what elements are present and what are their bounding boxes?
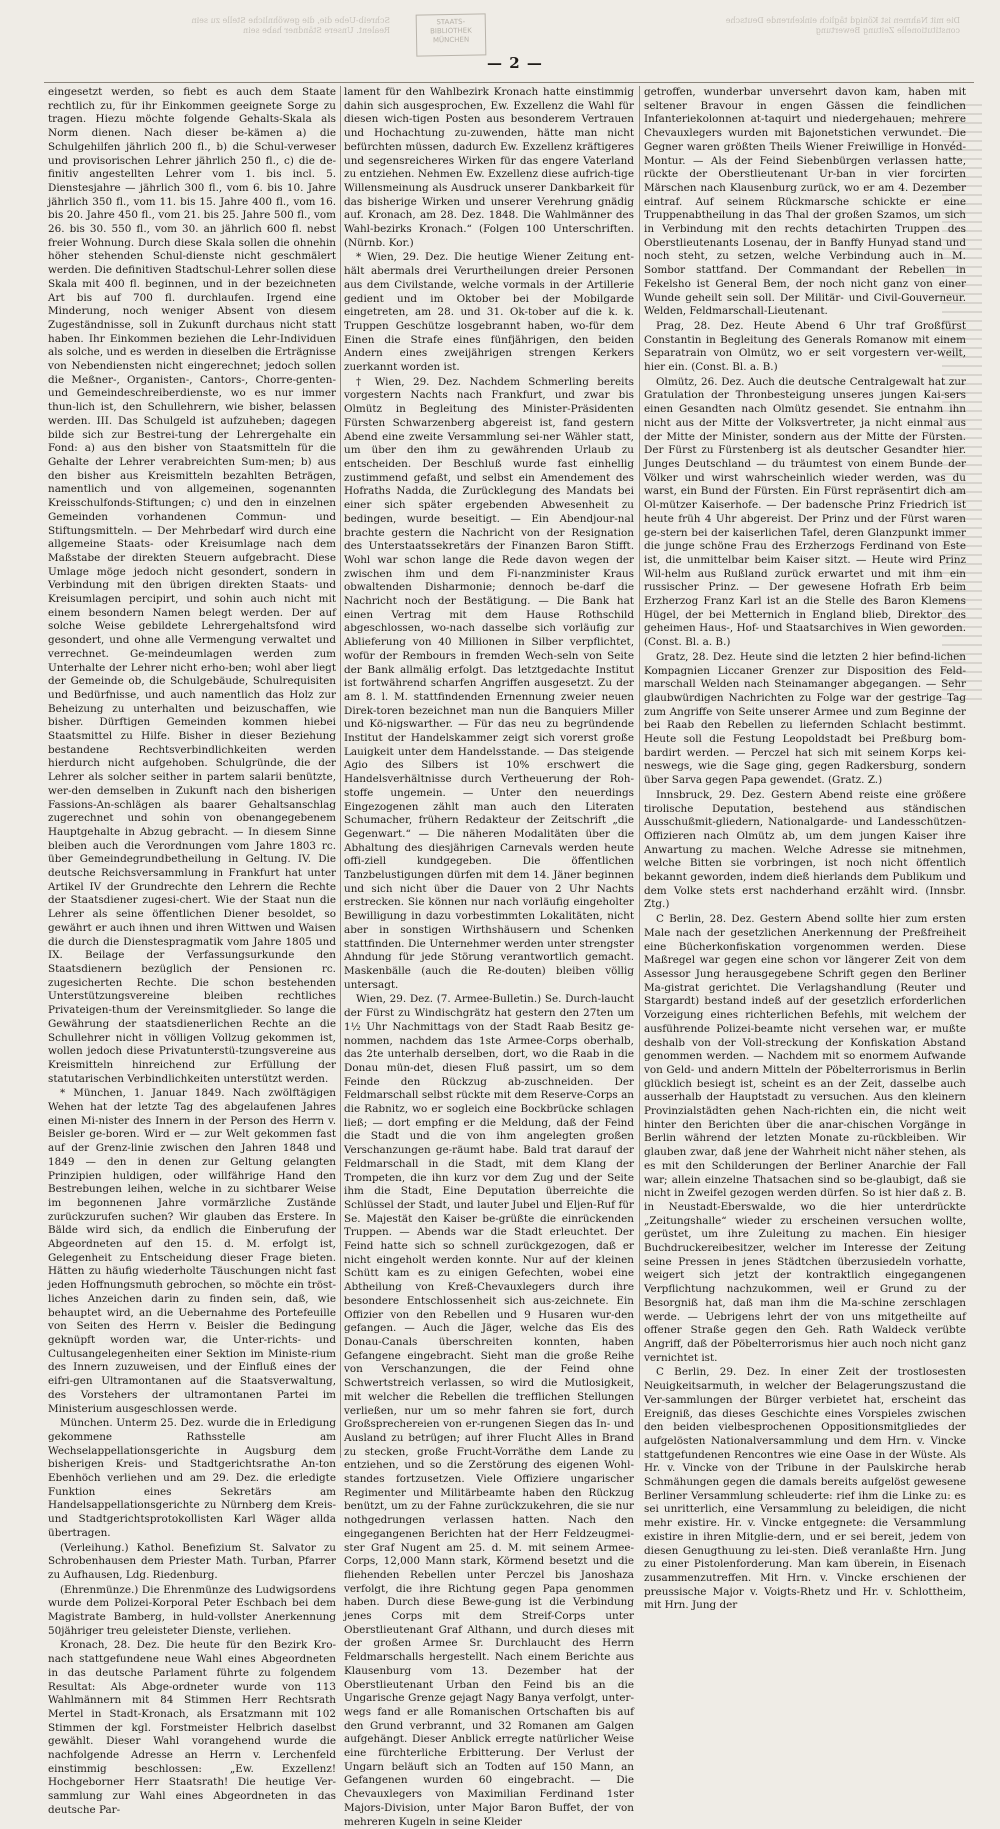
paragraph-wien-verurteilungen: * Wien, 29. Dez. Die heutige Wiener Zeitung ent-hält abermals drei Verurtheilungen dreier Personen aus dem Civilstande, welche vormals in der Artillerie gedient und im Oktober bei der Mobilgarde eingetreten, am 28. und 31. Ok-tober auf die k. k. Truppen Geschütze losgebrannt haben, wo-für dem Einen die Strafe eines fünfjährigen, den beiden Andern eines zweijährigen strengen Kerkers zuerkannt worden ist. [344,251,634,374]
paragraph-berlin-29: C Berlin, 29. Dez. In einer Zeit der trostlosesten Neuigkeitsarmuth, in welcher der Belagerungszustand die Ver-sammlungen der Bürger verbietet hat, erscheint das Ereigniß, das dieses Geschichte eines Vorspieles zwischen den beiden vielbesprochenen Oppositionsmitgliedes der aufgelösten Nationalversammlung und dem Hrn. v. Vincke stattgefundenen Rencontres wie eine Oase in der Wüste. Als Hr. v. Vincke von der Tribune in der Paulskirche herab Schmähungen gegen die damals bereits aufgelöst gewesene Berliner Versammlung schleuderte: rief ihm die Linke zu: es sei unritterlich, eine Versammlung zu beleidigen, die nicht mehr existire. Hr. v. Vincke entgegnete: die Versammlung existire in ihren Mitglie-dern, und er sei bereit, jedem von diesen Genugthuung zu lei-sten. Dieß veranlaßte Hrn. Jung zu einer Pistolenforderung. Man kam überein, in Eisenach zusammenzutreffen. Mit Hrn. v. Vincke erschienen der preussische Major v. Voigts-Rhetz und Hr. v. Schlottheim, mit Hrn. Jung der [644,1366,966,1612]
paragraph-bulletin-continued: getroffen, wunderbar unversehrt davon kam, haben mit seltener Bravour in engen Gässen die feindlichen Infanteriekolonnen at-taquirt und niedergehauen; mehrere Chevauxlegers wurden mit Bajonetstichen verwundet. Die Gegner waren größten Theils Wiener Freiwillige in Honvéd-Montur. — Als der Feind Siebenbürgen verlassen hatte, rückte der Oberstlieutenant Ur-ban in vier forcirten Märschen nach Klausenburg zurück, wo er am 4. Dezember eintraf. Auf seinem Rückmarsche schickte er eine Truppenabtheilung in das Thal der großen Szamos, um sich in Verbindung mit den rechts detachirten Truppen des Oberstlieutenants Losenau, der in Banffy Hunyad stand und noch steht, zu setzen, welche Verbindung auch in M. Sombor stattfand. Der Commandant der Rebellen in Fekelsho ist General Bem, der noch nicht ganz von einer Wunde geheilt sein soll. Der Militär- und Civil-Gouverneur. Welden, Feldmarschall-Lieutenant. [644,86,966,318]
stamp-line: BIBLIOTHEK [430,26,472,36]
library-stamp [416,13,487,56]
paragraph-muenchen-appointments: München. Unterm 25. Dez. wurde die in Erledigung gekommene Rathsstelle am Wechselappellationsgerichte in Augsburg dem bisherigen Kreis- und Stadtgerichtsrathe An-ton Ebenhöch verliehen und am 29. Dez. die erledigte Funktion eines Sekretärs am Handelsappellationsgerichte zu Nürnberg dem Kreis- und Stadtgerichtsprotokollisten Karl Wäger allda übertragen. [48,1417,336,1539]
paragraph-wien-armee-bulletin: Wien, 29. Dez. (7. Armee-Bulletin.) Se. Durch-laucht der Fürst zu Windischgrätz hat gestern den 27ten um 1½ Uhr Nachmittags von der Stadt Raab Besitz ge-nommen, nachdem das 1ste Armee-Corps oberhalb, das 2te unterhalb derselben, dort, wo die Raab in die Donau mün-det, diesen Fluß passirt, um so dem Feinde den Rückzug ab-zuschneiden. Der Feldmarschall selbst rückte mit dem Reserve-Corps an die Rabnitz, wo er sogleich eine Bockbrücke schlagen ließ; — dort empfing er die Meldung, daß der Feind die Stadt und die von ihm angelegten großen Verschanzungen ge-räumt habe. Bald trat darauf der Feldmarschall in die Stadt, mit dem Klang der Trompeten, die ihn kurz vor dem Zug und der Seite ihm die Stadt, Eine Deputation überreichte die Schlüssel der Stadt, und lauter Jubel und Eljen-Ruf für Se. Majestät den Kaiser be-grüßte die einrückenden Truppen. — Abends war die Stadt erleuchtet. Der Feind hatte sich so schnell zurückgezogen, daß er nicht eingeholt werden konnte. Nur auf der kleinen Schütt kam es zu einigen Gefechten, wobei eine Abtheilung von Kreß-Chevauxlegers durch ihre besondere Entschlossenheit sich aus-zeichnete. Ein Offizier von den Rebellen und 9 Husaren wur-den gefangen. — Auch die Jäger, welche das Eis des Donau-Canals überschreiten konnten, haben Gefangene eingebracht. Sieht man die große Reihe von Verschanzungen, die der Feind ohne Schwertstreich verlassen, so wird die Mutlosigkeit, mit welcher die Rebellen die trefflichen Stellungen verließen, nur um so mehr fahren sie fort, durch Großsprechereien von er-rungenen Siegen das In- und Ausland zu betrügen; auf ihrer Flucht Alles in Brand zu stecken, große Frucht-Vorräthe dem Lande zu entziehen, und so die Zerstörung des eigenen Wohl-standes fortzusetzen. Viele Offiziere ungarischer Regimenter und Militärbeamte haben den Rückzug benützt, um zu der Fahne zurückzukehren, die sie nur nothgedrungen verlassen hatten. Nach den eingegangenen Berichten hat der Herr Feldzeugmei-ster Graf Nugent am 25. d. M. mit seinem Armee-Corps, 12,000 Mann stark, Körmend besetzt und die fliehenden Rebellen unter Perczel bis Janoshaza verfolgt, die ihre Richtung gegen Papa genommen haben. Durch diese Bewe-gung ist die Verbindung jenes Corps mit dem Streif-Corps unter Oberstlieutenant Graf Althann, und durch dieses mit der großen Armee Sr. Durchlaucht des Herrn Feldmarschalls hergestellt. Nach einem Berichte aus Klausenburg vom 13. Dezember hat der Oberstlieutenant Urban den Feind bis an die Ungarische Grenze gejagt Nagy Banya verfolgt, unter-wegs fand er alle Romanischen Ortschaften bis auf den Grund verbrannt, und 32 Romanen am Galgen aufgehängt. Dieser Anblick erregte natürlicher Weise eine fürchterliche Erbitterung. Der Verlust der Ungarn beläuft sich an Todten auf 150 Mann, an Gefangenen wurden 60 eingebracht. — Die Chevauxlegers von Maximilian Ferdinand 1ster Majors-Division, unter Major Baron Buffet, der von mehreren Kugeln in seine Kleider [344,993,634,1828]
paragraph-teacher-salaries: eingesetzt werden, so fiebt es auch dem Staate rechtlich zu, für ihr Einkommen geeignete Sorge zu tragen. Hiezu möchte folgende Gehalts-Skala als Norm dienen. Nach dieser be-kämen a) die Schulgehilfen jährlich 200 fl., b) die Schul-verweser und provisorischen Lehrer jährlich 250 fl., c) die de-finitiv angestellten Lehrer vom 1. bis incl. 5. Dienstesjahre — jährlich 300 fl., vom 6. bis 10. Jahre jährlich 350 fl., vom 11. bis 15. Jahre 400 fl., vom 16. bis 20. Jahre 450 fl., vom 21. bis 25. Jahre 500 fl., vom 26. bis 30. 550 fl., vom 30. an jährlich 600 fl. nebst freier Wohnung. Durch diese Skala sollen die ohnehin höher stehenden Schul-dienste nicht geschmälert werden. Die definitiven Stadtschul-Lehrer sollen diese Skala mit 400 fl. beginnen, und in der bezeichneten Art bis auf 700 fl. durchlaufen. Irgend eine Minderung, noch weniger Absent von diesem Zugeständnisse, soll in Zukunft durchaus nicht statt haben. Ihr Einkommen beziehen die Lehr-Individuen als solche, und es werden in dieselben die Erträgnisse von Nebendiensten nicht eingerechnet; jedoch sollen die Meßner-, Organisten-, Cantors-, Chorre-genten- und Gemeindeschreiberdienste, wo es nur immer thun-lich ist, den Schullehrern, wie bisher, belassen werden. III. Das Schulgeld ist aufzuheben; dagegen bilde sich zur Bestrei-tung der Lehrergehalte ein Fond: a) aus den bisher von Staatsmitteln für die Gehalte der Lehrer verabreichten Sum-men; b) aus den bisher aus Kreismitteln bezahlten Beträgen, namentlich und von allgemeinen, sogenannten Kreisschulfonds-Stiftungen; c) und den in einzelnen Gemeinden vorhandenen Commun- und Stiftungsmitteln. — Der Mehrbedarf wird durch eine allgemeine Staats- oder Kreisumlage nach dem Maßstabe der direkten Steuern aufgebracht. Diese Umlage möge jedoch nicht gesondert, sondern in Verbindung mit den übrigen direkten Staats- und Kreisumlagen percipirt, und sohin auch nicht mit einem besondern Namen belegt werden. Der auf solche Weise gebildete Lehrergehaltsfond wird gesondert, und ohne alle Vermengung verwaltet und verrechnet. Ge-meindeumlagen werden zum Unterhalte der Lehrer nicht erho-ben; wohl aber liegt der Gemeinde ob, die Schulgebäude, Schulrequisiten und Bedürfnisse, und auch namentlich das Holz zur Beheizung zu unterhalten und beizuschaffen, wie bisher. Dürftigen Gemeinden kommen hiebei Staatsmittel zu Hilfe. Bisher in dieser Beziehung bestandene Rechtsverbindlichkeiten werden hierdurch nicht aufgehoben. Schulgründe, die der Lehrer als solcher seither in partem salarii benützte, wer-den demselben in Zukunft nach den bisherigen Fassions-An-schlägen als baarer Gehaltsanschlag zugerechnet und sohin von obenangegebenem Hauptgehalte in Abzug gebracht. — In diesem Sinne bleiben auch die Verordnungen vom Jahre 1803 rc. über Gemeindegrundbetheilung in Geltung. IV. Die deutsche Reichsversammlung in Frankfurt hat unter Artikel IV der Grundrechte den Lehrern die Rechte der Staatsdiener zugesi-chert. Wie der Staat nun die Lehrer als seine öffentlichen Diener besoldet, so gewährt er auch ihnen und ihren Wittwen und Waisen die durch die Dienstespragmatik vom Jahre 1805 und IX. Beilage der Verfassungsurkunde den Staatsdienern bezüglich der Pensionen rc. zugesicherten Rechte. Die schon bestehenden Unterstützungsvereine bleiben rechtliches Privateigen-thum der Vereinsmitglieder. So lange die Gewährung der staatsdienerlichen Rechte an die Schullehrer nicht in völligen Vollzug gekommen ist, wollen jedoch diese Privatunterstü-tzungsvereine aus Kreismitteln hinreichend zur Erfüllung der statutarischen Verbindlichkeiten unterstützt werden. [48,86,336,1085]
page-number: — 2 — [487,54,543,72]
paragraph-verleihung: (Verleihung.) Kathol. Benefizium St. Salvator zu Schrobenhausen dem Priester Math. Turban, Pfarrer zu Aufhausen, Ldg. Riedenburg. [48,1541,336,1581]
stamp-line: MÜNCHEN [432,35,470,45]
column-3 [644,86,966,1612]
paragraph-innsbruck: Innsbruck, 29. Dez. Gestern Abend reiste eine größere tirolische Deputation, bestehend aus ständischen Ausschußmit-gliedern, Nationalgarde- und Landesschützen-Offizieren nach Olmütz ab, um dem jungen Kaiser ihre Anwartung zu machen. Welche Adresse sie mitnehmen, welche Bitten sie vorbringen, ist noch nicht öffentlich bekannt geworden, indem dieß hierlands dem Publikum und dem Volke stets erst nachderhand erzählt wird. (Innsbr. Ztg.) [644,788,966,911]
bleed-through-text-right: Die mit Nahmen ist Königd täglich einkehrende Deutsche constitutionelle Zeitung Bewertung [725,16,960,35]
paragraph-olmuetz: Olmütz, 26. Dez. Auch die deutsche Centralgewalt hat zur Gratulation der Thronbesteigung unseres jungen Kai-sers einen Gesandten nach Olmütz gesendet. Sie entnahm ihn nicht aus der Mitte der Volksvertreter, ja nicht einmal aus der Mitte der Minister, sondern aus der Mitte der Fürsten. Der Fürst zu Fürstenberg ist als deutscher Gesandter hier. Junges Deutschland — du träumtest von einem Bunde der Völker und wirst wahrscheinlich wieder werden, was du warst, ein Bund der Fürsten. Ein Fürst repräsentirt dich am Ol-mützer Kaiserhofe. — Der badensche Prinz Friedrich ist heute früh 4 Uhr abgereist. Der Prinz und der Fürst waren ge-stern bei der kaiserlichen Tafel, deren Glanzpunkt immer die junge schöne Frau des Erzherzogs Ferdinand von Este ist, die unmittelbar beim Kaiser sitzt. — Heute wird Prinz Wil-helm aus Rußland zurück erwartet und mit ihm ein russischer Prinz. — Der gewesene Hofrath Erb beim Erzherzog Franz Karl ist an die Stelle des Baron Klemens Hügel, der bei Metternich in England blieb, Direktor des geheimen Haus-, Hof- und Staatsarchives in Wien geworden. (Const. Bl. a. B.) [644,375,966,649]
paragraph-kronach-continued: lament für den Wahlbezirk Kronach hatte einstimmig dahin sich ausgesprochen, Ew. Exzellenz die Wahl für diesen wich-tigen Posten aus besonderem Vertrauen und Hochachtung zu-zuwenden, hätte man nicht befürchten müssen, dadurch Ew. Exzellenz kräftigeres und segensreicheres Wirken für das engere Vaterland zu entziehen. Nehmen Ew. Exzellenz diese aufrich-tige Willensmeinung als Ausdruck unserer Dankbarkeit für das bisherige Wirken und unserer Verehrung gnädig auf. Kronach, am 28. Dez. 1848. Die Wahlmänner des Wahl-bezirks Kronach.“ (Folgen 100 Unterschriften. (Nürnb. Kor.) [344,86,634,249]
paragraph-prag: Prag, 28. Dez. Heute Abend 6 Uhr traf Großfürst Constantin in Begleitung des Generals Romanow mit einem Separatrain von Olmütz, wo er seit vorgestern ver-weilt, hier ein. (Const. Bl. a. B.) [644,319,966,374]
column-1 [48,86,336,1816]
column-divider [340,86,341,1458]
paragraph-kronach: Kronach, 28. Dez. Die heute für den Bezirk Kro-nach stattgefundene neue Wahl eines Abgeordneten in das deutsche Parlament führte zu folgendem Resultat: Als Abge-ordneter wurde von 113 Wahlmännern mit 84 Stimmen Herr Rechtsrath Mertel in Stadt-Kronach, als Ersatzmann mit 102 Stimmen der kgl. Forstmeister Helbrich daselbst gewählt. Dieser Wahl vorangehend wurde die nachfolgende Adresse an Herrn v. Lerchenfeld einstimmig beschlossen: „Ew. Exzellenz! Hochgeborner Herr Staatsrath! Die heutige Ver-sammlung zur Wahl eines Abgeordneten in das deutsche Par- [48,1639,336,1816]
paragraph-berlin-28: C Berlin, 28. Dez. Gestern Abend sollte hier zum ersten Male nach der gesetzlichen Anerkennung der Preßfreiheit eine Bücherkonfiskation vorgenommen werden. Diese Maßregel war gegen eine schon vor längerer Zeit von dem Assessor Jung herausgegebene Schrift gegen den Berliner Ma-gistrat gerichtet. Die Verlagshandlung (Reuter und Stargardt) bestand indeß auf der gesetzlich erforderlichen Vorzeigung eines richterlichen Befehls, mit welchem der ausführende Polizei-beamte nicht versehen war, er mußte deshalb von der Voll-streckung der Konfiskation Abstand genommen werden. — Nachdem mit so enormem Aufwande von Geld- und andern Mitteln der Pöbelterrorismus in Berlin glücklich besiegt ist, scheint es an der Zeit, dasselbe auch ausserhalb der Hauptstadt zu versuchen. Aus den kleinern Provinzialstädten gehen Nach-richten ein, die nicht weit hinter den Berichten über die anar-chischen Vorgänge in Berlin während der letzten Monate zu-rückbleiben. Wir glauben zwar, daß jene der Wahrheit nicht näher stehen, als es mit den Schilderungen der Berliner Anarchie der Fall war; allein einzelne Thatsachen sind so be-glaubigt, daß sie nicht in Zweifel gezogen werden dürfen. So ist hier daß z. B. in Neustadt-Eberswalde, wo die hier unterdrückte „Zeitungshalle“ wieder zu erscheinen versuchen wollte, gerüstet, um ihre Zuleitung zu machen. Ein hiesiger Buchdruckereibesitzer, welcher im Interesse der Zeitung seine Pressen in jenes Städtchen überzusiedeln vorhatte, weigert sich jetzt der kontraktlich eingegangenen Verpflichtung nachzukommen, weil er Grund zu der Besorgniß hat, daß man ihm die Ma-schine zerschlagen werde. — Uebrigens lehrt der von uns mitgetheilte auf offener Straße gegen den Geh. Rath Waldeck verübte Angriff, daß der Pöbelterrorismus hier auch noch nicht ganz vernichtet ist. [644,913,966,1364]
column-2 [344,86,634,1828]
header-rule [44,82,974,83]
paragraph-wien-schmerling: † Wien, 29. Dez. Nachdem Schmerling bereits vorgestern Nachts nach Frankfurt, und zwar bis Olmütz in Begleitung des Minister-Präsidenten Fürsten Schwarzenberg abgereist ist, fand gestern Abend eine zweite Versammlung sei-ner Wähler statt, um über den ihm zu gewährenden Urlaub zu entscheiden. Der Beschluß wurde fast einhellig zustimmend gefaßt, und selbst ein Amendement des Hofraths Nadda, die Zurücklegung des Mandats bei einer sich später ergebenden Abwesenheit zu bedingen, wurde beseitigt. — Ein Abendjour-nal brachte gestern die Nachricht von der Resignation des Unterstaatssekretärs der Finanzen Baron Stifft. Wohl war schon lange die Rede davon wegen der zwischen ihm und dem Fi-nanzminister Kraus obwaltenden Disharmonie; dennoch be-darf die Nachricht noch der Bestätigung. — Die Bank hat einen Vertrag mit dem Hause Rothschild abgeschlossen, wo-nach dasselbe sich vorläufig zur Ablieferung von 40 Millionen in Silber verpflichtet, wofür der Rembours in fremden Wech-seln von Seite der Bank allmälig erfolgt. Das letztgedachte Institut ist fortwährend scharfen Angriffen ausgesetzt. Zu der am 8. l. M. stattfindenden Ernennung zweier neuen Direk-toren bezeichnet man nun die Banquiers Miller und Kö-nigswarther. — Für das neu zu begründende Institut der Handelskammer zeigt sich vorerst große Lauigkeit unter dem Handelsstande. — Das steigende Agio des Silbers ist 10% erschwert die Handelsverhältnisse durch Vertheuerung der Roh-stoffe ungemein. — Unter den neuerdings Eingezogenen zählt man auch den Literaten Schumacher, frühern Redakteur der Zeitschrift „die Gegenwart.“ — Die näheren Modalitäten über die Abhaltung des diesjährigen Carnevals werden heute offi-ziell kundgegeben. Die öffentlichen Tanzbelustigungen dürfen mit dem 14. Jäner beginnen und sich nicht über die Dauer von 2 Uhr Nachts erstrecken. Sie können nur nach vorläufig eingeholter Bewilligung in dazu vorbestimmten Lokalitäten, nicht aber in sonstigen Wirthshäusern und Schenken stattfinden. Die Unternehmer werden unter strengster Ahndung für jede Störung verantwortlich gemacht. Maskenbälle (auch die Re-douten) bleiben völlig untersagt. [344,375,634,991]
paragraph-gratz: Gratz, 28. Dez. Heute sind die letzten 2 hier befind-lichen Kompagnien Liccaner Grenzer zur Disposition des Feld-marschall Welden nach Steinamanger abgegangen. — Sehr glaubwürdigen Nachrichten zu Folge war der gestrige Tag zum Angriffe von Seite unserer Armee und zum Beginne der bei Raab den Rebellen zu liefernden Schlacht bestimmt. Heute soll die Festung Leopoldstadt bei Preßburg bom-bardirt werden. — Perczel hat sich mit seinem Korps kei-neswegs, wie die Sage ging, gegen Radkersburg, sondern über Sarva gegen Papa gewendet. (Gratz. Z.) [644,650,966,787]
bleed-through-text-left: Schreib-Uebe die, die gewöhnliche Stelle zu sein Realent. Unsere Ständner habe sein [191,16,390,35]
stamp-line: STAATS- [436,17,466,27]
paragraph-ehrenmuenze: (Ehrenmünze.) Die Ehrenmünze des Ludwigsordens wurde dem Polizei-Korporal Peter Eschbach bei dem Magistrate Bamberg, in huld-vollster Anerkennung 50jähriger treu geleisteter Dienste, verliehen. [48,1583,336,1637]
column-divider [639,86,640,1458]
paragraph-muenchen-minister: * München, 1. Januar 1849. Nach zwölftägigen Wehen hat der letzte Tag des abgelaufenen Jahres einen Mi-nister des Innern in der Person des Herrn v. Beisler ge-boren. Wird er — zur Welt gekommen fast auf der Grenz-linie zwischen den Jahren 1848 und 1849 — den in denen zur Geltung gelangten Prinzipien huldigen, oder willfährige Hand den Bestrebungen leihen, welche in zu sichtbarer Weise im begonnenen Jahre vormärzliche Zustände zurückzurufen suchen? Wir glauben das Erstere. In Bälde wird sich, da endlich die Einberufung der Abgeordneten auf den 15. d. M. erfolgt ist, Gelegenheit zu Entscheidung dieser Frage bieten. Hätten zu häufig wiederholte Täuschungen nicht fast jeden Hoffnungsmuth gebrochen, so möchte ein tröst-liches Anzeichen darin zu finden sein, daß, wie behauptet wird, an die Uebernahme des Portefeuille von Seiten des Herrn v. Beisler die Bedingung geknüpft worden war, die Unter-richts- und Cultusangelegenheiten einer Sektion im Ministe-rium des Innern zuzuweisen, und der Einfluß eines der eifri-gen Ultramontanen auf die Staatsverwaltung, des Vorstehers der ultramontanen Partei im Ministerium ausgeschlossen werde. [48,1087,336,1415]
